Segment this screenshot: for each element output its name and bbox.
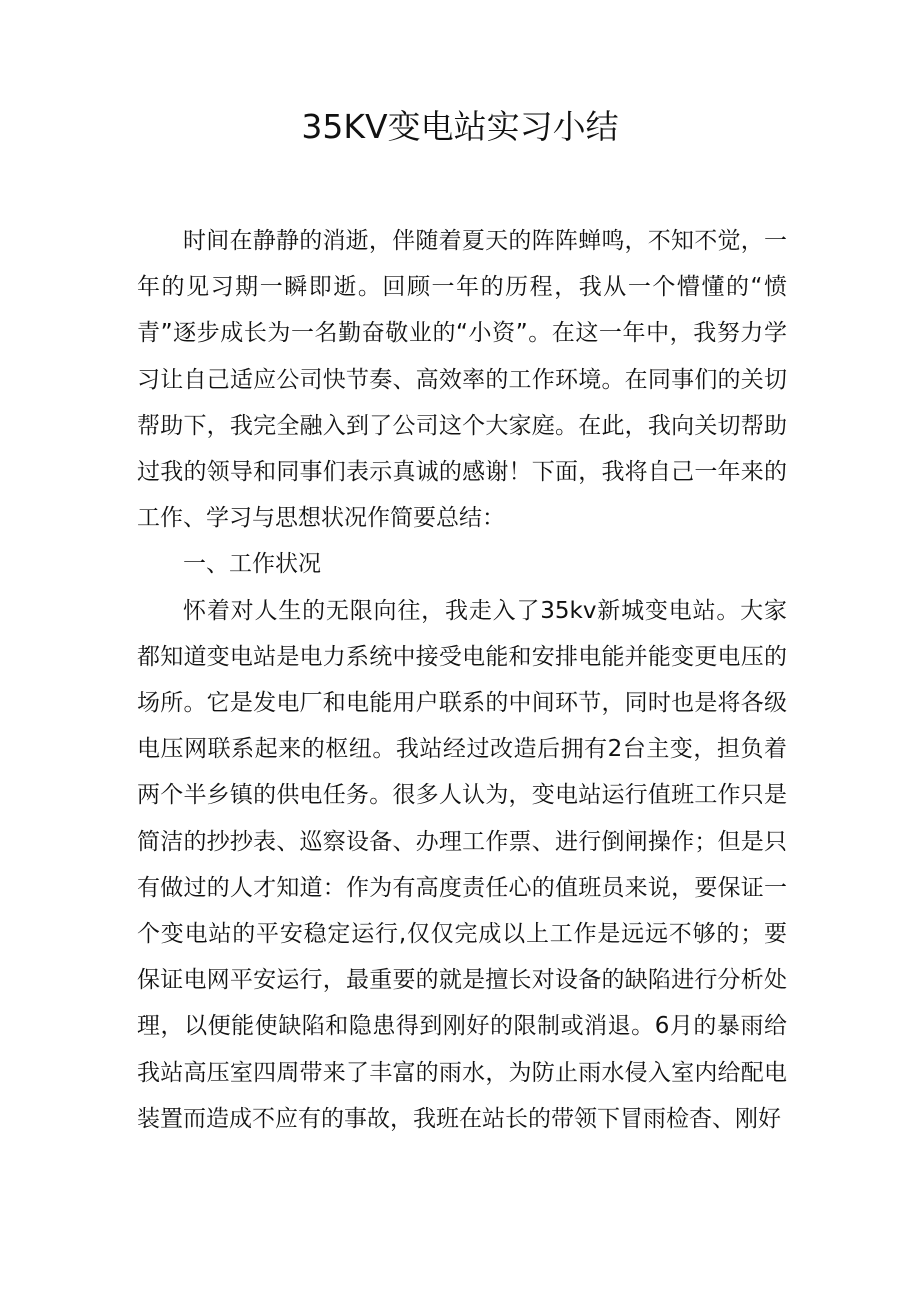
paragraph-work-status: 怀着对人生的无限向往，我走入了35kv新城变电站。大家都知道变电站是电力系统中接受电能和安排电能并能变更电压的场所。它是发电厂和电能用户联系的中间环节，同时也是将各级电压网联系起来的枢纽。我站经过改造后拥有2台主变，担负着两个半乡镇的供电任务。很多人认为，变电站运行值班工作只是简洁的抄抄表、巡察设备、办理工作票、进行倒闸操作；但是只有做过的人才知道：作为有高度责任心的值班员来说，要保证一个变电站的平安稳定运行,仅仅完成以上工作是远远不够的；要保证电网平安运行，最重要的就是擅长对设备的缺陷进行分析处理，以便能使缺陷和隐患得到刚好的限制或消退。6月的暴雨给我站高压室四周带来了丰富的雨水，为防止雨水侵入室内给配电装置而造成不应有的事故，我班在站长的带领下冒雨检杳、刚好 — [137, 597, 787, 1132]
document-body — [137, 218, 787, 1142]
paragraph-intro: 时间在静静的消逝，伴随着夏天的阵阵蝉鸣，不知不觉，一年的见习期一瞬即逝。回顾一年的历程，我从一个懵懂的“愤青”逐步成长为一名勤奋敬业的“小资”。在这一年中，我努力学习让自己适应公司快节奏、高效率的工作环境。在同事们的关切帮助下，我完全融入到了公司这个大家庭。在此，我向关切帮助过我的领导和同事们表示真诚的感谢！下面，我将自己一年来的工作、学习与思想状况作简要总结： — [137, 228, 787, 532]
document-title: 35KV变电站实习小结 — [301, 107, 619, 146]
section-heading-work-status: 一、工作状况 — [183, 551, 321, 578]
